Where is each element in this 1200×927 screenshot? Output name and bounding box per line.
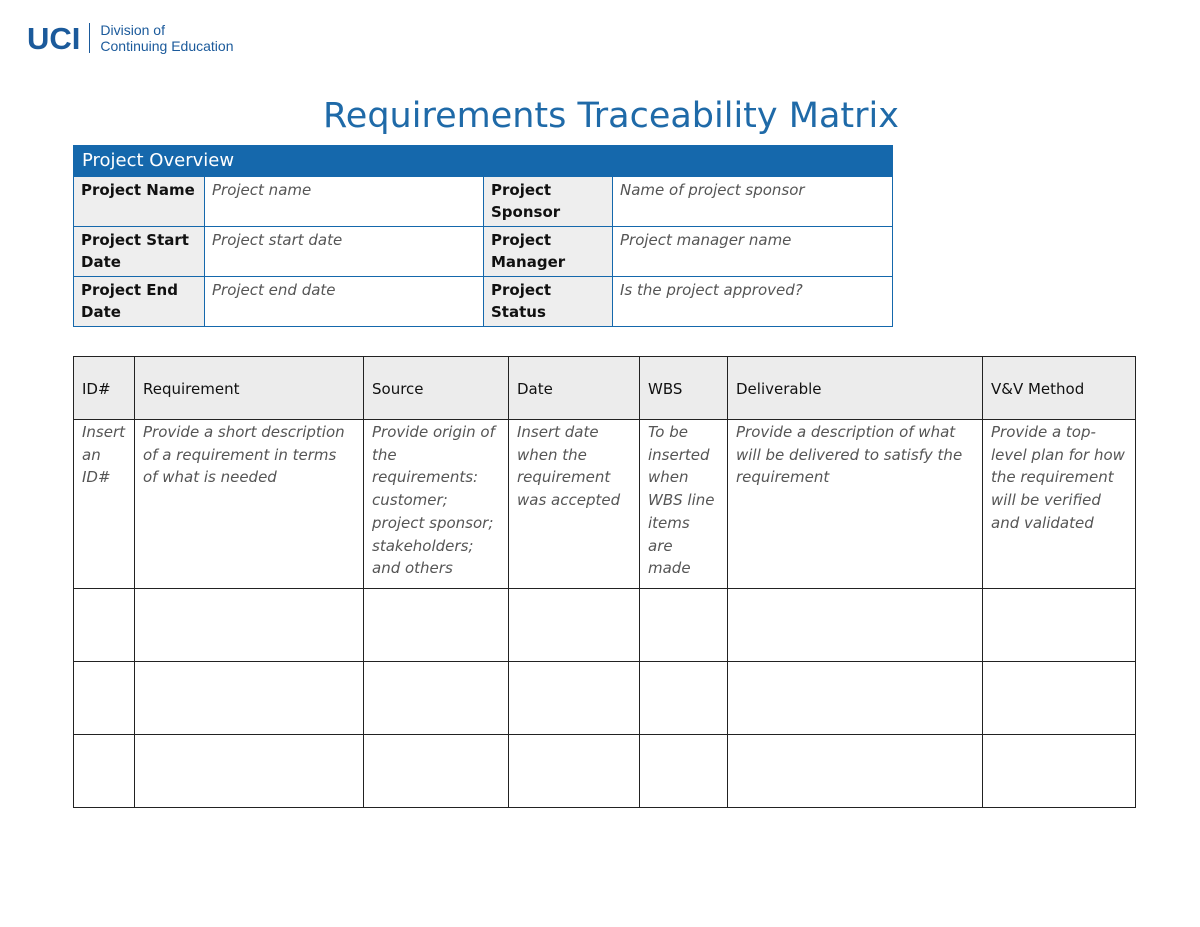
empty-cell[interactable] xyxy=(509,662,640,735)
cell-date[interactable]: Insert date when the requirement was accepted xyxy=(509,420,640,589)
empty-cell[interactable] xyxy=(640,735,728,808)
logo-mark: UCI xyxy=(27,20,81,56)
table-row xyxy=(74,589,1136,662)
project-name-label: Project Name xyxy=(74,177,205,227)
col-header-id: ID# xyxy=(74,357,135,420)
empty-cell[interactable] xyxy=(509,735,640,808)
empty-cell[interactable] xyxy=(983,589,1136,662)
col-header-deliverable: Deliverable xyxy=(728,357,983,420)
empty-cell[interactable] xyxy=(135,735,364,808)
col-header-date: Date xyxy=(509,357,640,420)
project-status-value[interactable]: Is the project approved? xyxy=(613,277,893,327)
cell-wbs[interactable]: To be inserted when WBS line items are made xyxy=(640,420,728,589)
empty-cell[interactable] xyxy=(74,735,135,808)
project-sponsor-value[interactable]: Name of project sponsor xyxy=(613,177,893,227)
project-name-value[interactable]: Project name xyxy=(205,177,484,227)
empty-cell[interactable] xyxy=(640,662,728,735)
empty-cell[interactable] xyxy=(728,662,983,735)
empty-cell[interactable] xyxy=(983,735,1136,808)
overview-row xyxy=(74,227,893,277)
cell-requirement[interactable]: Provide a short description of a requirement in terms of what is needed xyxy=(135,420,364,589)
empty-cell[interactable] xyxy=(364,662,509,735)
col-header-wbs: WBS xyxy=(640,357,728,420)
uci-logo xyxy=(27,22,234,54)
project-manager-label: Project Manager xyxy=(484,227,613,277)
cell-source[interactable]: Provide origin of the requirements: customer; project sponsor; stakeholders; and others xyxy=(364,420,509,589)
project-manager-value[interactable]: Project manager name xyxy=(613,227,893,277)
empty-cell[interactable] xyxy=(135,589,364,662)
empty-cell[interactable] xyxy=(74,589,135,662)
logo-divider xyxy=(89,23,90,53)
traceability-matrix-table xyxy=(73,356,1136,808)
empty-cell[interactable] xyxy=(74,662,135,735)
overview-row xyxy=(74,277,893,327)
empty-cell[interactable] xyxy=(509,589,640,662)
table-row xyxy=(74,420,1136,589)
empty-cell[interactable] xyxy=(364,735,509,808)
logo-text xyxy=(100,22,233,54)
table-row xyxy=(74,662,1136,735)
col-header-vv-method: V&V Method xyxy=(983,357,1136,420)
project-start-date-value[interactable]: Project start date xyxy=(205,227,484,277)
table-row xyxy=(74,735,1136,808)
logo-line-1: Division of xyxy=(100,22,165,38)
matrix-header-row xyxy=(74,357,1136,420)
empty-cell[interactable] xyxy=(640,589,728,662)
cell-id[interactable]: Insert an ID# xyxy=(74,420,135,589)
empty-cell[interactable] xyxy=(728,589,983,662)
project-start-date-label: Project Start Date xyxy=(74,227,205,277)
empty-cell[interactable] xyxy=(364,589,509,662)
col-header-source: Source xyxy=(364,357,509,420)
cell-deliverable[interactable]: Provide a description of what will be delivered to satisfy the requirement xyxy=(728,420,983,589)
empty-cell[interactable] xyxy=(728,735,983,808)
col-header-requirement: Requirement xyxy=(135,357,364,420)
logo-line-2: Continuing Education xyxy=(100,38,234,54)
project-overview-table xyxy=(73,145,893,327)
overview-heading: Project Overview xyxy=(74,146,893,177)
project-sponsor-label: Project Sponsor xyxy=(484,177,613,227)
overview-row xyxy=(74,177,893,227)
empty-cell[interactable] xyxy=(135,662,364,735)
project-end-date-label: Project End Date xyxy=(74,277,205,327)
empty-cell[interactable] xyxy=(983,662,1136,735)
cell-vv-method[interactable]: Provide a top-level plan for how the requirement will be verified and validated xyxy=(983,420,1136,589)
project-status-label: Project Status xyxy=(484,277,613,327)
project-end-date-value[interactable]: Project end date xyxy=(205,277,484,327)
page-title: Requirements Traceability Matrix xyxy=(323,96,899,136)
